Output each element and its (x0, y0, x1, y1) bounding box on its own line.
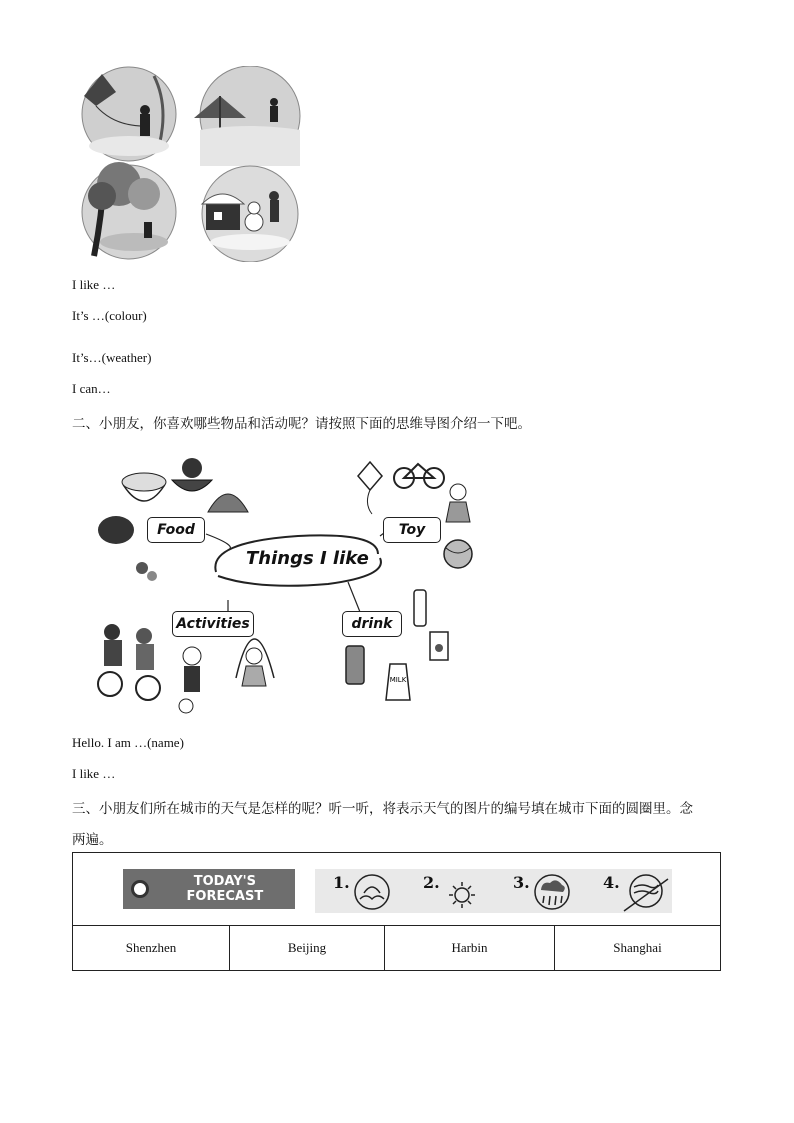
mindmap-drink-label: drink (342, 611, 402, 637)
section3-heading-line2: 两遍。 (72, 832, 113, 848)
prompt-colour: It’s …(colour) (72, 308, 147, 323)
prompt-i-like-2: I like … (72, 766, 116, 781)
ball-icon (444, 540, 472, 568)
mindmap-illustrations (88, 450, 488, 720)
weather-option-1 (333, 873, 392, 911)
prompt-name: Hello. I am …(name) (72, 735, 184, 750)
weather-number-1: 1. (333, 873, 350, 892)
mindmap-center-label: Things I like (246, 548, 369, 569)
city-shenzhen: Shenzhen (73, 926, 230, 971)
forecast-table (72, 852, 721, 971)
cloudy-sun-icon (352, 873, 392, 911)
weather-option-3 (513, 873, 572, 911)
todays-forecast-banner (123, 869, 295, 909)
sunny-icon (442, 873, 482, 911)
forecast-banner-cell (73, 853, 721, 926)
city-shanghai: Shanghai (555, 926, 721, 971)
milk-label: MILK (389, 676, 407, 684)
season-pictures (74, 66, 306, 262)
mindmap-activities-label: Activities (172, 611, 254, 637)
city-beijing: Beijing (230, 926, 385, 971)
banner-dot-icon (131, 880, 149, 898)
noodle-bowl-icon (172, 458, 212, 491)
banner-text: TODAY'S FORECAST (186, 874, 264, 904)
weather-option-4 (603, 873, 670, 913)
prompt-i-like: I like … (72, 277, 116, 292)
spring-kite-icon (82, 67, 176, 161)
autumn-tree-icon (82, 162, 176, 259)
kite-icon (358, 462, 382, 514)
bicycle-icon (394, 464, 444, 488)
candy-icon (136, 562, 157, 581)
vegetable-bowl-icon (98, 516, 134, 544)
rainy-icon (532, 873, 572, 911)
mindmap-toy-label: Toy (383, 517, 441, 543)
soda-can-icon (346, 646, 364, 684)
no-wind-icon (622, 873, 670, 913)
jelly-icon (208, 494, 248, 512)
prompt-i-can: I can… (72, 381, 111, 396)
prompt-weather: It’s…(weather) (72, 350, 152, 365)
football-boy-icon (179, 647, 201, 713)
doll-icon (446, 484, 470, 522)
section2-heading: 二、小朋友，你喜欢哪些物品和活动呢？请按照下面的思维导图介绍一下吧。 (72, 416, 531, 432)
section3-heading-line1: 三、小朋友们所在城市的天气是怎样的呢？听一听，将表示天气的图片的编号填在城市下面的圆圈里。念 (72, 801, 693, 817)
juice-box-icon (430, 632, 448, 660)
summer-beach-icon (194, 66, 300, 166)
weather-number-3: 3. (513, 873, 530, 892)
weather-options-strip (315, 869, 672, 913)
weather-number-4: 4. (603, 873, 620, 892)
rice-bowl-icon (122, 473, 166, 501)
water-bottle-icon (414, 590, 426, 626)
weather-option-2 (423, 873, 482, 911)
jump-rope-girl-icon (236, 639, 274, 686)
milk-carton-icon (386, 664, 410, 700)
cycling-kids-icon (98, 624, 160, 700)
winter-snow-icon (202, 166, 298, 262)
weather-number-2: 2. (423, 873, 440, 892)
city-harbin: Harbin (385, 926, 555, 971)
mindmap-food-label: Food (147, 517, 205, 543)
